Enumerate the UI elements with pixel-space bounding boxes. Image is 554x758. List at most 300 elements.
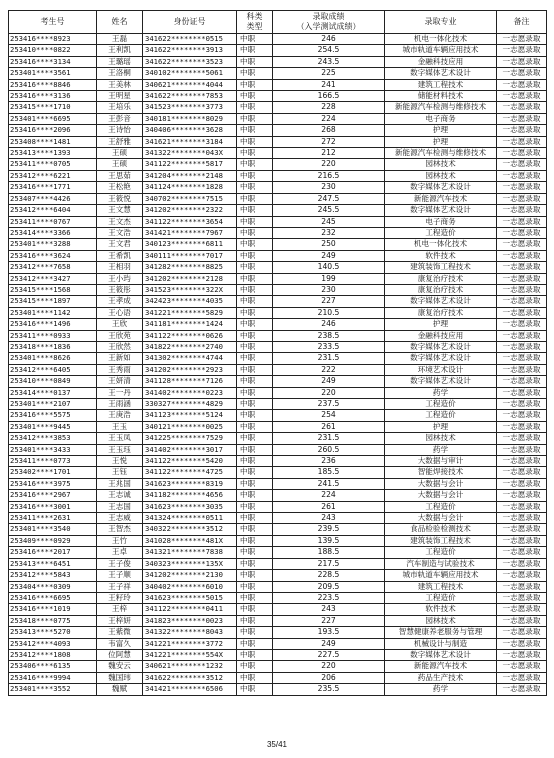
note-cell: 一志愿录取 xyxy=(497,284,547,295)
name-cell: 王梓妍 xyxy=(97,615,143,626)
subject-type-cell: 中职 xyxy=(237,319,273,330)
note-cell: 一志愿录取 xyxy=(497,467,547,478)
score-cell: 250 xyxy=(273,239,385,250)
major-cell: 数字媒体艺术设计 xyxy=(385,205,497,216)
major-cell: 数字媒体艺术设计 xyxy=(385,353,497,364)
exam-no-cell: 253416****8846 xyxy=(9,79,97,90)
id-no-cell: 341823********0023 xyxy=(143,615,237,626)
table-row xyxy=(9,159,547,170)
name-cell: 王硕 xyxy=(97,148,143,159)
note-cell: 一志愿录取 xyxy=(497,627,547,638)
name-cell: 王培乐 xyxy=(97,102,143,113)
id-no-cell: 341322********043X xyxy=(143,148,237,159)
id-no-cell: 341822********2740 xyxy=(143,341,237,352)
subject-type-cell: 中职 xyxy=(237,547,273,558)
table-row xyxy=(9,513,547,524)
score-cell: 139.5 xyxy=(273,535,385,546)
table-row xyxy=(9,421,547,432)
id-no-cell: 340102********5061 xyxy=(143,68,237,79)
major-cell: 数字媒体艺术设计 xyxy=(385,296,497,307)
note-cell: 一志愿录取 xyxy=(497,376,547,387)
exam-no-cell: 253401****9445 xyxy=(9,421,97,432)
table-row xyxy=(9,239,547,250)
score-cell: 232 xyxy=(273,227,385,238)
exam-no-cell: 253401****1142 xyxy=(9,307,97,318)
table-row xyxy=(9,684,547,695)
major-cell: 建筑工程技术 xyxy=(385,581,497,592)
id-no-cell: 341282********8825 xyxy=(143,262,237,273)
major-cell: 护理 xyxy=(385,125,497,136)
exam-no-cell: 253401****3552 xyxy=(9,684,97,695)
table-row xyxy=(9,592,547,603)
note-cell: 一志愿录取 xyxy=(497,216,547,227)
id-no-cell: 341122********4725 xyxy=(143,467,237,478)
exam-no-cell: 253416****9994 xyxy=(9,672,97,683)
major-cell: 软件技术 xyxy=(385,604,497,615)
subject-type-cell: 中职 xyxy=(237,205,273,216)
name-cell: 王筱彤 xyxy=(97,284,143,295)
subject-type-cell: 中职 xyxy=(237,649,273,660)
table-row xyxy=(9,262,547,273)
header-name: 姓名 xyxy=(97,11,143,34)
table-row xyxy=(9,649,547,660)
score-cell: 241 xyxy=(273,79,385,90)
subject-type-cell: 中职 xyxy=(237,433,273,444)
id-no-cell: 341204********2148 xyxy=(143,170,237,181)
name-cell: 王妍清 xyxy=(97,376,143,387)
note-cell: 一志愿录取 xyxy=(497,262,547,273)
name-cell: 王兆国 xyxy=(97,478,143,489)
note-cell: 一志愿录取 xyxy=(497,45,547,56)
major-cell: 智慧健康养老服务与管理 xyxy=(385,627,497,638)
score-cell: 166.5 xyxy=(273,91,385,102)
note-cell: 一志愿录取 xyxy=(497,91,547,102)
score-cell: 224 xyxy=(273,490,385,501)
subject-type-cell: 中职 xyxy=(237,478,273,489)
note-cell: 一志愿录取 xyxy=(497,205,547,216)
id-no-cell: 341221********554X xyxy=(143,649,237,660)
score-cell: 223.5 xyxy=(273,592,385,603)
subject-type-cell: 中职 xyxy=(237,535,273,546)
subject-type-cell: 中职 xyxy=(237,410,273,421)
score-cell: 241.5 xyxy=(273,478,385,489)
id-no-cell: 341402********0223 xyxy=(143,387,237,398)
subject-type-cell: 中职 xyxy=(237,581,273,592)
note-cell: 一志愿录取 xyxy=(497,296,547,307)
subject-type-cell: 中职 xyxy=(237,56,273,67)
table-row xyxy=(9,45,547,56)
note-cell: 一志愿录取 xyxy=(497,330,547,341)
major-cell: 机械设计与制造 xyxy=(385,638,497,649)
note-cell: 一志愿录取 xyxy=(497,672,547,683)
score-cell: 272 xyxy=(273,136,385,147)
score-cell: 249 xyxy=(273,638,385,649)
score-cell: 212 xyxy=(273,148,385,159)
exam-no-cell: 253413****5270 xyxy=(9,627,97,638)
major-cell: 康复治疗技术 xyxy=(385,273,497,284)
admission-list-sheet xyxy=(8,10,546,696)
note-cell: 一志愿录取 xyxy=(497,341,547,352)
subject-type-cell: 中职 xyxy=(237,627,273,638)
score-cell: 193.5 xyxy=(273,627,385,638)
name-cell: 王相羽 xyxy=(97,262,143,273)
table-row xyxy=(9,467,547,478)
note-cell: 一志愿录取 xyxy=(497,364,547,375)
score-cell: 235.5 xyxy=(273,684,385,695)
subject-type-cell: 中职 xyxy=(237,456,273,467)
table-row xyxy=(9,307,547,318)
page-number: 35/41 xyxy=(266,740,288,749)
id-no-cell: 341202********2322 xyxy=(143,205,237,216)
score-cell: 247.5 xyxy=(273,193,385,204)
note-cell: 一志愿录取 xyxy=(497,250,547,261)
table-row xyxy=(9,581,547,592)
name-cell: 王美林 xyxy=(97,79,143,90)
score-cell: 217.5 xyxy=(273,558,385,569)
header-major: 录取专业 xyxy=(385,11,497,34)
name-cell: 魏国玮 xyxy=(97,672,143,683)
id-no-cell: 341622********3913 xyxy=(143,45,237,56)
score-cell: 260.5 xyxy=(273,444,385,455)
name-cell: 王小玙 xyxy=(97,273,143,284)
subject-type-cell: 中职 xyxy=(237,125,273,136)
table-row xyxy=(9,250,547,261)
note-cell: 一志愿录取 xyxy=(497,592,547,603)
subject-type-cell: 中职 xyxy=(237,399,273,410)
major-cell: 药品生产技术 xyxy=(385,672,497,683)
score-cell: 243.5 xyxy=(273,56,385,67)
exam-no-cell: 253408****1481 xyxy=(9,136,97,147)
exam-no-cell: 253411****0933 xyxy=(9,330,97,341)
exam-no-cell: 253413****6451 xyxy=(9,558,97,569)
id-no-cell: 342423********4035 xyxy=(143,296,237,307)
id-no-cell: 341622********7853 xyxy=(143,91,237,102)
table-row xyxy=(9,56,547,67)
exam-no-cell: 253409****0929 xyxy=(9,535,97,546)
subject-type-cell: 中职 xyxy=(237,672,273,683)
major-cell: 机电一体化技术 xyxy=(385,34,497,45)
major-cell: 软件技术 xyxy=(385,250,497,261)
table-row xyxy=(9,193,547,204)
subject-type-cell: 中职 xyxy=(237,273,273,284)
subject-type-cell: 中职 xyxy=(237,227,273,238)
major-cell: 电子商务 xyxy=(385,216,497,227)
exam-no-cell: 253412****6405 xyxy=(9,364,97,375)
name-cell: 王欣苑 xyxy=(97,330,143,341)
subject-type-cell: 中职 xyxy=(237,182,273,193)
note-cell: 一志愿录取 xyxy=(497,34,547,45)
score-cell: 254.5 xyxy=(273,45,385,56)
id-no-cell: 341523********3773 xyxy=(143,102,237,113)
table-row xyxy=(9,125,547,136)
id-no-cell: 341122********5420 xyxy=(143,456,237,467)
subject-type-cell: 中职 xyxy=(237,341,273,352)
note-cell: 一志愿录取 xyxy=(497,558,547,569)
name-cell: 王紫微 xyxy=(97,627,143,638)
id-no-cell: 341421********6506 xyxy=(143,684,237,695)
subject-type-cell: 中职 xyxy=(237,284,273,295)
exam-no-cell: 253411****2631 xyxy=(9,513,97,524)
score-cell: 225 xyxy=(273,68,385,79)
table-row xyxy=(9,433,547,444)
table-row xyxy=(9,547,547,558)
subject-type-cell: 中职 xyxy=(237,68,273,79)
name-cell: 王孝成 xyxy=(97,296,143,307)
subject-type-cell: 中职 xyxy=(237,364,273,375)
score-cell: 231.5 xyxy=(273,353,385,364)
exam-no-cell: 253410****0849 xyxy=(9,376,97,387)
name-cell: 王一丹 xyxy=(97,387,143,398)
score-cell: 236 xyxy=(273,456,385,467)
subject-type-cell: 中职 xyxy=(237,136,273,147)
id-no-cell: 341324********0511 xyxy=(143,513,237,524)
table-row xyxy=(9,34,547,45)
major-cell: 工程造价 xyxy=(385,547,497,558)
table-row xyxy=(9,456,547,467)
note-cell: 一志愿录取 xyxy=(497,399,547,410)
id-no-cell: 340123********6811 xyxy=(143,239,237,250)
exam-no-cell: 253411****0767 xyxy=(9,216,97,227)
note-cell: 一志愿录取 xyxy=(497,170,547,181)
major-cell: 工程造价 xyxy=(385,501,497,512)
score-cell: 243 xyxy=(273,604,385,615)
exam-no-cell: 253416****8923 xyxy=(9,34,97,45)
subject-type-cell: 中职 xyxy=(237,615,273,626)
score-cell: 243 xyxy=(273,513,385,524)
major-cell: 金融科技应用 xyxy=(385,56,497,67)
score-cell: 254 xyxy=(273,410,385,421)
subject-type-cell: 中职 xyxy=(237,353,273,364)
exam-no-cell: 253418****0775 xyxy=(9,615,97,626)
subject-type-cell: 中职 xyxy=(237,604,273,615)
name-cell: 王磊 xyxy=(97,34,143,45)
header-score: 录取成绩 （入学测试成绩） xyxy=(273,11,385,34)
major-cell: 护理 xyxy=(385,421,497,432)
subject-type-cell: 中职 xyxy=(237,467,273,478)
name-cell: 王舒雅 xyxy=(97,136,143,147)
exam-no-cell: 253401****3288 xyxy=(9,239,97,250)
id-no-cell: 341128********7126 xyxy=(143,376,237,387)
score-cell: 216.5 xyxy=(273,170,385,181)
major-cell: 大数据与审计 xyxy=(385,456,497,467)
exam-no-cell: 253416****2967 xyxy=(9,490,97,501)
note-cell: 一志愿录取 xyxy=(497,159,547,170)
id-no-cell: 341122********0626 xyxy=(143,330,237,341)
name-cell: 王诗怡 xyxy=(97,125,143,136)
note-cell: 一志愿录取 xyxy=(497,535,547,546)
major-cell: 康复治疗技术 xyxy=(385,307,497,318)
table-row xyxy=(9,319,547,330)
id-no-cell: 340402********6010 xyxy=(143,581,237,592)
name-cell: 王卓 xyxy=(97,547,143,558)
id-no-cell: 341321********7838 xyxy=(143,547,237,558)
score-cell: 220 xyxy=(273,159,385,170)
note-cell: 一志愿录取 xyxy=(497,478,547,489)
id-no-cell: 340702********7515 xyxy=(143,193,237,204)
name-cell: 王利凯 xyxy=(97,45,143,56)
score-cell: 231.5 xyxy=(273,433,385,444)
score-cell: 233.5 xyxy=(273,341,385,352)
name-cell: 王玉 xyxy=(97,421,143,432)
name-cell: 王欣 xyxy=(97,319,143,330)
score-cell: 228 xyxy=(273,102,385,113)
exam-no-cell: 253406****6135 xyxy=(9,661,97,672)
table-row xyxy=(9,399,547,410)
subject-type-cell: 中职 xyxy=(237,330,273,341)
major-cell: 大数据与会计 xyxy=(385,478,497,489)
name-cell: 王竹 xyxy=(97,535,143,546)
name-cell: 王子顺 xyxy=(97,570,143,581)
score-cell: 227.5 xyxy=(273,649,385,660)
score-cell: 230 xyxy=(273,182,385,193)
name-cell: 王志威 xyxy=(97,513,143,524)
id-no-cell: 341623********5015 xyxy=(143,592,237,603)
id-no-cell: 341123********5124 xyxy=(143,410,237,421)
table-row xyxy=(9,170,547,181)
subject-type-cell: 中职 xyxy=(237,148,273,159)
note-cell: 一志愿录取 xyxy=(497,581,547,592)
subject-type-cell: 中职 xyxy=(237,490,273,501)
note-cell: 一志愿录取 xyxy=(497,433,547,444)
note-cell: 一志愿录取 xyxy=(497,684,547,695)
subject-type-cell: 中职 xyxy=(237,102,273,113)
subject-type-cell: 中职 xyxy=(237,113,273,124)
subject-type-cell: 中职 xyxy=(237,592,273,603)
score-cell: 230 xyxy=(273,284,385,295)
id-no-cell: 341421********7967 xyxy=(143,227,237,238)
subject-type-cell: 中职 xyxy=(237,501,273,512)
exam-no-cell: 253401****8626 xyxy=(9,353,97,364)
id-no-cell: 341122********3654 xyxy=(143,216,237,227)
score-cell: 227 xyxy=(273,615,385,626)
id-no-cell: 341523********322X xyxy=(143,284,237,295)
score-cell: 210.5 xyxy=(273,307,385,318)
exam-no-cell: 253401****3540 xyxy=(9,524,97,535)
name-cell: 魏安云 xyxy=(97,661,143,672)
major-cell: 药学 xyxy=(385,684,497,695)
exam-no-cell: 253402****1701 xyxy=(9,467,97,478)
name-cell: 魏赋 xyxy=(97,684,143,695)
name-cell: 王籽玲 xyxy=(97,592,143,603)
id-no-cell: 340181********8029 xyxy=(143,113,237,124)
table-row xyxy=(9,570,547,581)
note-cell: 一志愿录取 xyxy=(497,353,547,364)
table-row xyxy=(9,341,547,352)
name-cell: 王思茹 xyxy=(97,170,143,181)
exam-no-cell: 253416****5575 xyxy=(9,410,97,421)
note-cell: 一志愿录取 xyxy=(497,513,547,524)
id-no-cell: 341402********3017 xyxy=(143,444,237,455)
note-cell: 一志愿录取 xyxy=(497,79,547,90)
exam-no-cell: 253416****1496 xyxy=(9,319,97,330)
major-cell: 机电一体化技术 xyxy=(385,239,497,250)
exam-no-cell: 253401****6695 xyxy=(9,113,97,124)
score-cell: 224 xyxy=(273,113,385,124)
name-cell: 王悦 xyxy=(97,456,143,467)
exam-no-cell: 253416****3134 xyxy=(9,56,97,67)
subject-type-cell: 中职 xyxy=(237,524,273,535)
major-cell: 园林技术 xyxy=(385,615,497,626)
table-header-row xyxy=(9,11,547,34)
subject-type-cell: 中职 xyxy=(237,376,273,387)
major-cell: 园林技术 xyxy=(385,159,497,170)
name-cell: 王松艳 xyxy=(97,182,143,193)
note-cell: 一志愿录取 xyxy=(497,421,547,432)
score-cell: 261 xyxy=(273,421,385,432)
exam-no-cell: 253416****3624 xyxy=(9,250,97,261)
table-row xyxy=(9,490,547,501)
id-no-cell: 340111********7017 xyxy=(143,250,237,261)
id-no-cell: 341122********5817 xyxy=(143,159,237,170)
id-no-cell: 340322********3512 xyxy=(143,524,237,535)
score-cell: 249 xyxy=(273,376,385,387)
id-no-cell: 341124********1828 xyxy=(143,182,237,193)
score-cell: 220 xyxy=(273,661,385,672)
major-cell: 新能源汽车检测与维修技术 xyxy=(385,102,497,113)
major-cell: 城市轨道车辆应用技术 xyxy=(385,45,497,56)
name-cell: 王庚浩 xyxy=(97,410,143,421)
major-cell: 工程造价 xyxy=(385,227,497,238)
id-no-cell: 341122********0411 xyxy=(143,604,237,615)
subject-type-cell: 中职 xyxy=(237,558,273,569)
note-cell: 一志愿录取 xyxy=(497,113,547,124)
note-cell: 一志愿录取 xyxy=(497,273,547,284)
table-row xyxy=(9,535,547,546)
id-no-cell: 341621********3184 xyxy=(143,136,237,147)
table-row xyxy=(9,91,547,102)
subject-type-cell: 中职 xyxy=(237,170,273,181)
major-cell: 新能源汽车检测与维修技术 xyxy=(385,148,497,159)
note-cell: 一志愿录取 xyxy=(497,387,547,398)
table-row xyxy=(9,364,547,375)
id-no-cell: 341028********481X xyxy=(143,535,237,546)
table-row xyxy=(9,148,547,159)
header-note: 备注 xyxy=(497,11,547,34)
score-cell: 268 xyxy=(273,125,385,136)
table-row xyxy=(9,102,547,113)
name-cell: 王文慧 xyxy=(97,205,143,216)
score-cell: 238.5 xyxy=(273,330,385,341)
score-cell: 185.5 xyxy=(273,467,385,478)
name-cell: 王硕 xyxy=(97,159,143,170)
name-cell: 王梓 xyxy=(97,604,143,615)
note-cell: 一志愿录取 xyxy=(497,125,547,136)
exam-no-cell: 253412****5843 xyxy=(9,570,97,581)
exam-no-cell: 253412****4093 xyxy=(9,638,97,649)
major-cell: 新能源汽车技术 xyxy=(385,193,497,204)
id-no-cell: 340121********0025 xyxy=(143,421,237,432)
note-cell: 一志愿录取 xyxy=(497,490,547,501)
exam-no-cell: 253416****3975 xyxy=(9,478,97,489)
table-row xyxy=(9,79,547,90)
major-cell: 数字媒体艺术设计 xyxy=(385,182,497,193)
exam-no-cell: 253416****3001 xyxy=(9,501,97,512)
subject-type-cell: 中职 xyxy=(237,79,273,90)
major-cell: 园林技术 xyxy=(385,433,497,444)
exam-no-cell: 253415****1710 xyxy=(9,102,97,113)
major-cell: 数字媒体艺术设计 xyxy=(385,376,497,387)
note-cell: 一志愿录取 xyxy=(497,102,547,113)
name-cell: 王秀雨 xyxy=(97,364,143,375)
note-cell: 一志愿录取 xyxy=(497,615,547,626)
subject-type-cell: 中职 xyxy=(237,91,273,102)
id-no-cell: 341322********8043 xyxy=(143,627,237,638)
table-row xyxy=(9,296,547,307)
name-cell: 王璐瑶 xyxy=(97,56,143,67)
major-cell: 大数据与会计 xyxy=(385,513,497,524)
exam-no-cell: 253415****1568 xyxy=(9,284,97,295)
exam-no-cell: 253413****1393 xyxy=(9,148,97,159)
